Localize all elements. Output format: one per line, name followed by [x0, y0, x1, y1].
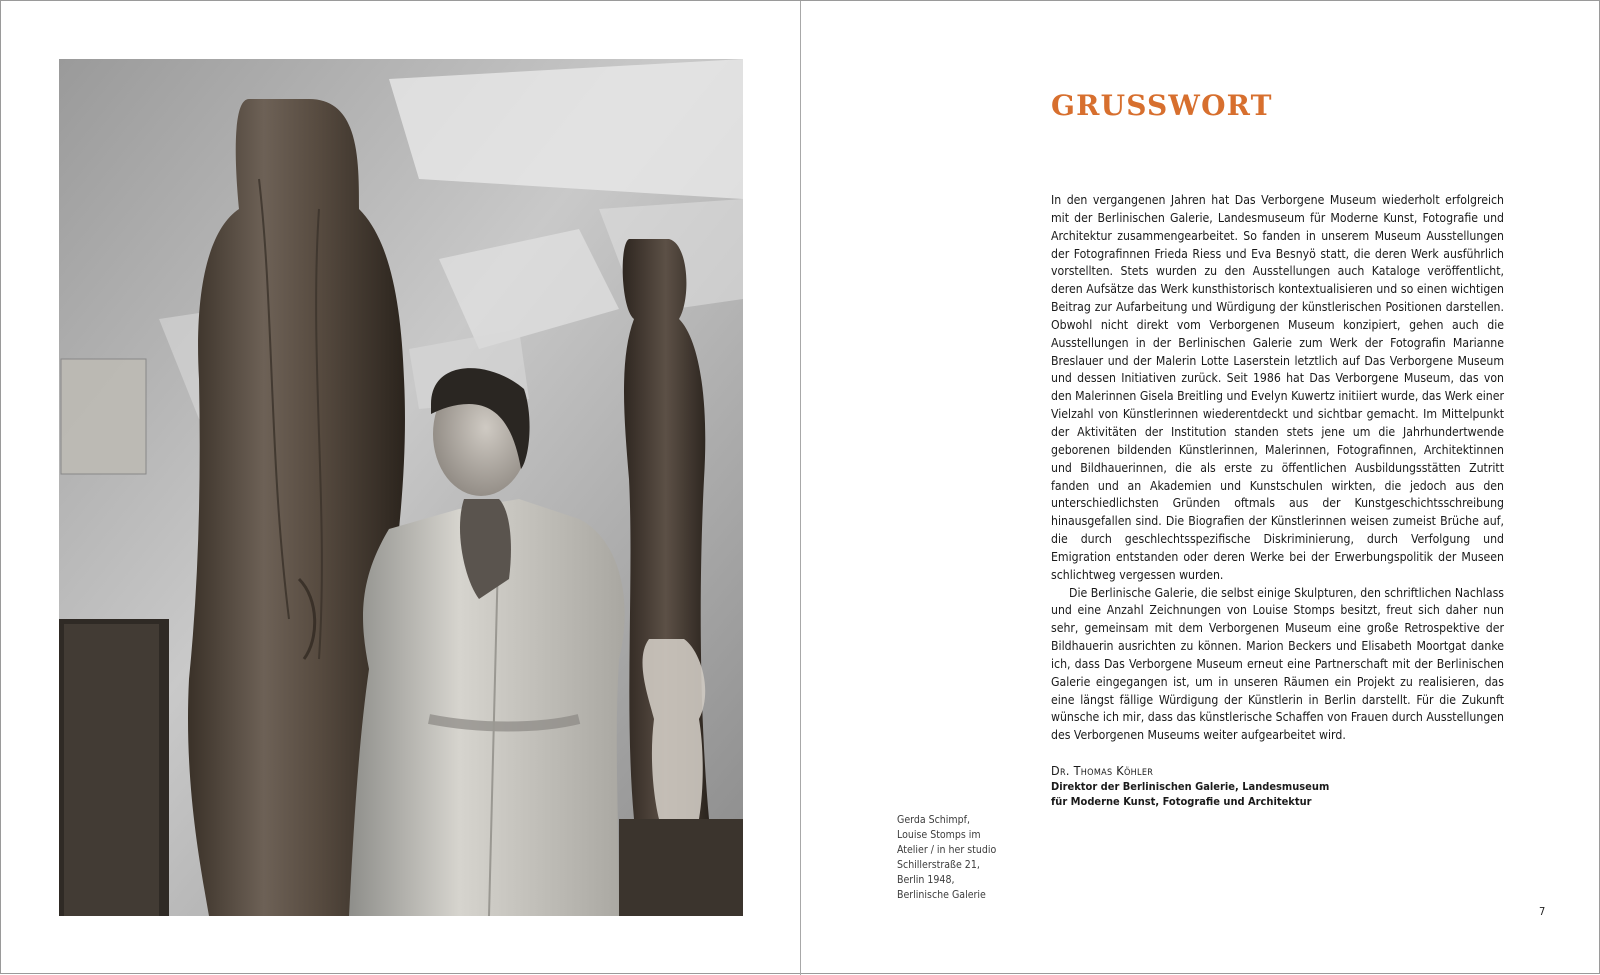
caption-line: Gerda Schimpf, — [897, 814, 970, 826]
photo-caption — [897, 813, 1017, 903]
caption-line: Atelier / in her studio — [897, 844, 997, 856]
photograph-icon — [59, 59, 743, 916]
signature-block — [1051, 763, 1329, 810]
page-number: 7 — [1539, 905, 1546, 918]
signature-role: Direktor der Berlinischen Galerie, Landesmuseum — [1051, 779, 1330, 793]
paragraph: Die Berlinische Galerie, die selbst einige Skulpturen, den schriftlichen Nachlass und eine Anzahl Zeichnungen von Louise Stomps besitzt, freut sich daher nun sehr, gemeinsam mit dem Verborgenen Museum eine große Retrospektive der Bildhauerin ausrichten zu können. Marion Beckers und Elisabeth Moortgat danke ich, dass Das Verborgene Museum erneut eine Partnerschaft mit der Berlinischen Galerie eingegangen ist, um in unseren Räumen ein Projekt zu realisieren, das eine längst fällige Würdigung der Künstlerin in Berlin darstellt. Für die Zukunft wünsche ich mir, dass das künstlerische Schaffen von Frauen durch Ausstellungen des Verborgenen Museums weiter aufgearbeitet wird. — [1051, 585, 1504, 743]
body-text — [1051, 192, 1504, 745]
caption-line: Berlin 1948, — [897, 874, 955, 886]
caption-line: Louise Stomps im — [897, 829, 981, 841]
wall-drawing — [61, 359, 146, 474]
paragraph: In den vergangenen Jahren hat Das Verborgene Museum wiederholt erfolgreich mit der Berlinischen Galerie, Landesmuseum für Moderne Kunst, Fotografie und Architektur zusammengearbeitet. So fanden in unserem Museum Ausstellungen der Fotografinnen Frieda Riess und Eva Besnyö statt, die deren Werk ausführlich vorstellten. Stets wurden zu den Ausstellungen auch Kataloge veröffentlicht, deren Aufsätze das Werk kunsthistorisch kontextualisieren und so einen wichtigen Beitrag zur Aufarbeitung und Würdigung der künstlerischen Positionen darstellen. Obwohl nicht direkt vom Verborgenen Museum konzipiert, gehen auch die Ausstellungen in der Berlinischen Galerie zum Werk der Fotografin Marianne Breslauer und der Malerin Lotte Laserstein letztlich auf Das Verborgene Museum und dessen Initiativen zurück. Seit 1986 hat Das Verborgene Museum, das von den Malerinnen Gisela Breitling und Evelyn Kuwertz initiiert wurde, das Werk einer Vielzahl von Künstlerinnen wiederentdeckt und sichtbar gemacht. Im Mittelpunkt der Aktivitäten der Institution standen stets jene um die Jahrhundertwende geborenen bildenden Künstlerinnen, Malerinnen, Fotografinnen, Architektinnen und Bildhauerinnen, die als erste zu öffentlichen Ausbildungsstätten Zutritt fanden und an Akademien und Kunstschulen wirkten, die jedoch aus den unterschiedlichsten Gründen oftmals aus der Kunstgeschichtsschreibung hinausgefallen sind. Die Biografien der Künstlerinnen weisen zumeist Brüche auf, die durch geschlechtsspezifische Diskriminierung, durch Verfolgung und Emigration entstanden oder deren Werke bei der Erwerbungspolitik der Museen schlichtweg vergessen wurden. — [1051, 193, 1504, 582]
page-title: GRUSSWORT — [1051, 89, 1273, 122]
caption-line: Berlinische Galerie — [897, 889, 986, 901]
signature-role: für Moderne Kunst, Fotografie und Architektur — [1051, 795, 1312, 808]
caption-line: Schillerstraße 21, — [897, 859, 980, 871]
page-gutter — [800, 1, 801, 975]
signature-name: Dr. Thomas Köhler — [1051, 763, 1154, 778]
